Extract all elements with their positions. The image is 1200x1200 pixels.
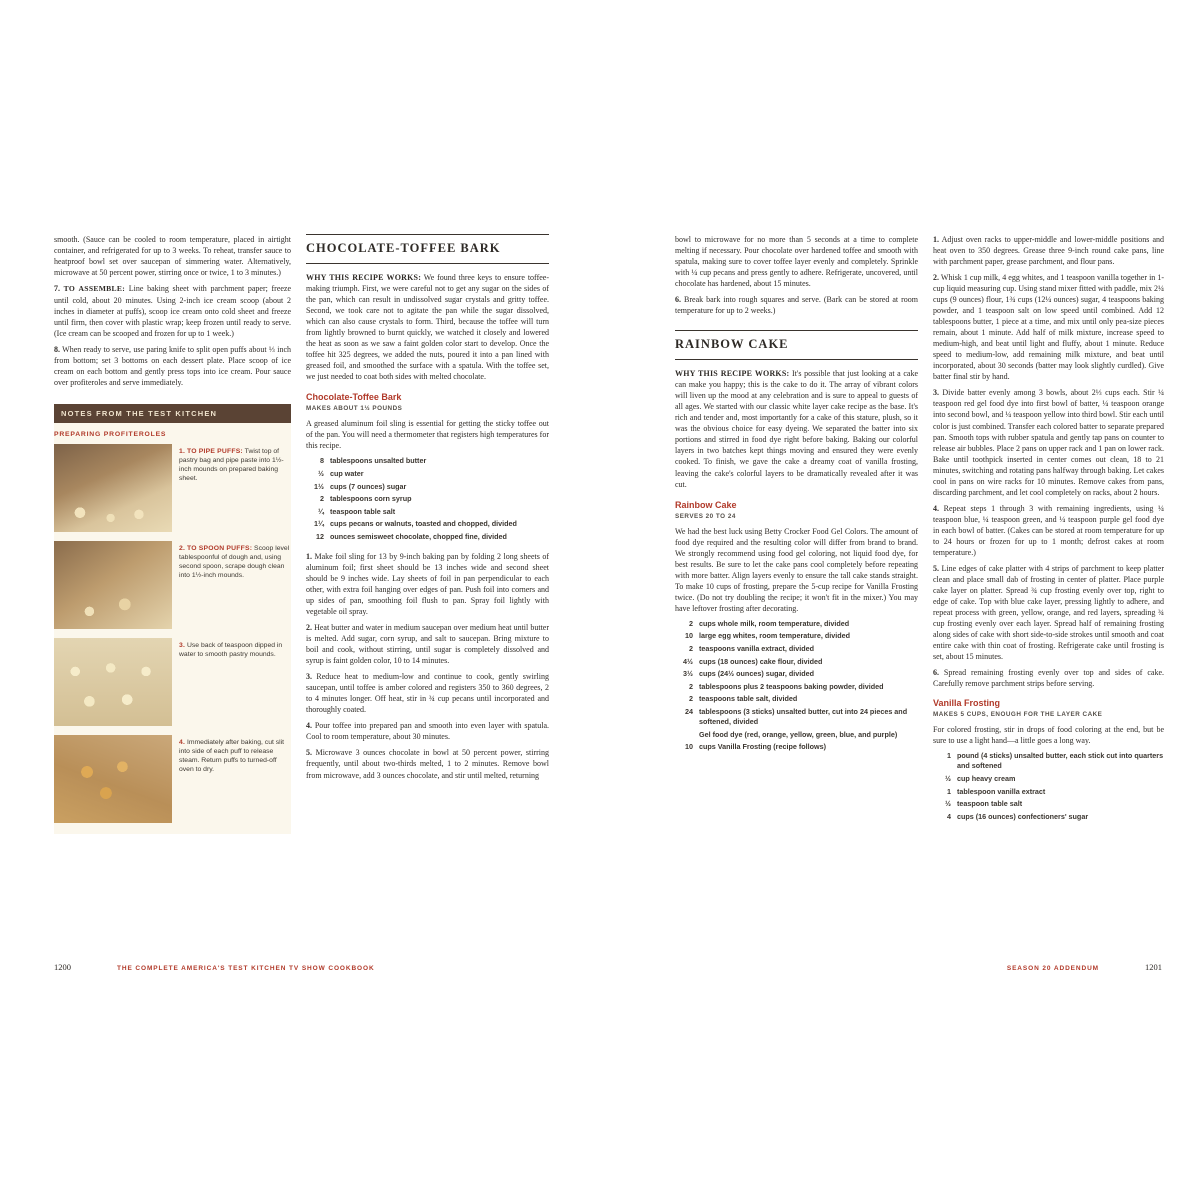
- frosting-recipe-title: Vanilla Frosting: [933, 698, 1001, 709]
- rainbow-recipe-title: Rainbow Cake: [675, 499, 737, 510]
- ingredient-qty: 3½: [683, 669, 693, 679]
- ingredient-text: tablespoons plus 2 teaspoons baking powder, divided: [699, 681, 884, 691]
- caption-title: TO SPOON PUFFS:: [186, 544, 253, 552]
- ingredient-row: [675, 669, 918, 679]
- photo-smoothing-mounds: [54, 638, 172, 726]
- step-number: 6.: [675, 295, 681, 305]
- ingredient-qty: 8: [320, 456, 324, 466]
- ingredient-text: cups (24½ ounces) sugar, divided: [699, 669, 815, 679]
- ingredient-row: [675, 730, 918, 740]
- ingredient-row: [675, 742, 918, 752]
- left-footer-text: THE COMPLETE AMERICA'S TEST KITCHEN TV SHOW COOKBOOK: [117, 965, 375, 972]
- notes-item: [54, 735, 291, 823]
- ingredient-text: teaspoons table salt, divided: [699, 694, 798, 704]
- frosting-note: For colored frosting, stir in drops of food coloring at the end, but be sure to use a light hand—a little goes a long way.: [933, 725, 1164, 746]
- why-text: We found three keys to ensure toffee-making triumph. First, we were careful not to get any sugar on the sides of the pan, which can result in undissolved sugar crystals and gritty toffee. Second, we took care not to agitate the pan while the sugar dissolved, which can also cause crystals to form. Third, because the toffee will turn from lightly browned to burnt quickly, we watched it closely and lowered the heat as soon as we saw a faint golden color start to develop. Once the toffee hit 325 degrees, we added the nuts, poured it into a pan lined with greased foil, and smoothed the surface with a spatula. With the toffee set, we just needed to coat both sides with melted chocolate.: [306, 273, 549, 382]
- caption-title: TO PIPE PUFFS:: [186, 447, 243, 455]
- toffee-yield: MAKES ABOUT 1½ POUNDS: [306, 405, 403, 413]
- caption-number: 4.: [179, 738, 186, 746]
- caption-text: Scoop level tablespoonful of dough and, using second spoon, scrape dough clean into 1½-inch mounds.: [179, 544, 290, 580]
- left-column-1: [54, 234, 291, 834]
- step-number: 4.: [306, 721, 312, 731]
- step-number: 3.: [933, 388, 939, 398]
- right-column-2: [933, 234, 1164, 834]
- ingredient-text: cups Vanilla Frosting (recipe follows): [699, 742, 827, 752]
- ingredient-qty: 1: [947, 751, 951, 761]
- ingredient-qty: 12: [316, 531, 324, 541]
- ingredient-text: teaspoon table salt: [330, 506, 396, 516]
- ingredient-text: tablespoons unsalted butter: [330, 456, 427, 466]
- why-label: WHY THIS RECIPE WORKS:: [675, 369, 790, 379]
- step-text: Make foil sling for 13 by 9-inch baking pan by folding 2 long sheets of aluminum foil; first sheet should be 13 inches wide and second sheet should be 9 inches wide. Lay sheets of foil in pan perpendicular to each other, with extra foil hanging over edges of pan. Push foil into corners and up sides of pan, smoothing foil flush to pan. Spray foil lightly with vegetable oil spray.: [306, 551, 549, 617]
- step-text: Whisk 1 cup milk, 4 egg whites, and 1 teaspoon vanilla together in 1-cup liquid measuring cup. Using stand mixer fitted with paddle, mix 2¼ cups (9 ounces) flour, 1¾ cups (12¼ ounces) sugar, 4 teaspoons baking powder, and 1 teaspoon salt on low speed until combined. Add 12 tablespoons butter, 1 piece at a time, and mix until only pea-size pieces remain, about 1 minute. Add half of milk mixture, increase speed to medium-high, and beat until light and fluffy, about 1 minute. Reduce speed to medium-low, add remaining milk mixture, and beat until incorporated, about 30 seconds (batter may look slightly curdled). Give batter final stir by hand.: [933, 273, 1165, 382]
- ingredient-qty: ½: [318, 468, 324, 478]
- profiteroles-step-7: [54, 283, 291, 339]
- ingredient-row: [675, 619, 918, 629]
- step-number: 5.: [306, 748, 312, 758]
- continuation-text: smooth. (Sauce can be cooled to room temperature, placed in airtight container, and refrigerated for up to 3 weeks. To reheat, transfer sauce to heatproof bowl set over saucepan of simmering water. Alternatively, microwave at 50 percent power, stirring once or twice, 1 to 3 minutes.): [54, 235, 291, 278]
- step-text: Divide batter evenly among 3 bowls, about 2⅓ cups each. Stir ¼ teaspoon red gel food dye into first bowl of batter, ¼ teaspoon orange into second bowl, and ¼ teaspoon yellow into third bowl. Stir each until color is just combined. Transfer each colored batter to separate prepared pan. Smooth tops with rubber spatula and gently tap pans on counter to release air bubbles. Place 2 pans on upper rack and 1 pan on lower rack. Bake until toothpick inserted in center comes out clean, 18 to 21 minutes, switching and rotating pans halfway through baking. Let cakes cool in pans on wire racks for 10 minutes. Remove cakes from pans, discarding parchment, and let cool completely on racks, about 2 hours.: [933, 388, 1165, 497]
- book-spread: [54, 234, 1164, 834]
- step-number: 2.: [306, 623, 312, 633]
- caption-text: Use back of teaspoon dipped in water to smooth pastry mounds.: [179, 641, 283, 659]
- rainbow-step-1: [933, 234, 1164, 267]
- step-text: Adjust oven racks to upper-middle and lower-middle positions and heat oven to 350 degrees. Grease three 9-inch round cake pans, line with parchment paper, grease parchment, and flour pans.: [933, 235, 1164, 267]
- ingredient-row: [306, 469, 549, 479]
- photo-piping-puffs: [54, 444, 172, 532]
- ingredient-qty: 10: [685, 631, 693, 641]
- ingredient-text: tablespoons corn syrup: [330, 494, 412, 504]
- ingredient-row: [933, 751, 1164, 771]
- ingredient-text: cup heavy cream: [957, 773, 1016, 783]
- step-number: 4.: [933, 503, 939, 513]
- ingredient-text: large egg whites, room temperature, divided: [699, 631, 850, 641]
- toffee-step-2: [306, 622, 549, 666]
- ingredient-row: [933, 787, 1164, 797]
- page-footer: [54, 962, 1162, 972]
- frosting-ingredient-list: [933, 751, 1164, 821]
- photo-caption: [179, 444, 291, 532]
- right-footer-text: SEASON 20 ADDENDUM: [1006, 965, 1099, 972]
- notes-from-test-kitchen-box: [54, 404, 291, 834]
- toffee-why-paragraph: [306, 272, 549, 382]
- profiteroles-continuation-paragraph: [54, 234, 291, 278]
- ingredient-qty: ½: [945, 773, 951, 783]
- ingredient-text: Gel food dye (red, orange, yellow, green, blue, and purple): [699, 729, 898, 739]
- step-number: 5.: [933, 563, 939, 573]
- rainbow-why-paragraph: [675, 368, 918, 489]
- caption-number: 1.: [179, 447, 186, 455]
- ingredient-row: [306, 507, 549, 517]
- ingredient-row: [675, 694, 918, 704]
- why-label: WHY THIS RECIPE WORKS:: [306, 273, 422, 282]
- photo-spooning-puffs: [54, 541, 172, 629]
- rainbow-serves: SERVES 20 TO 24: [675, 512, 736, 520]
- ingredient-row: [306, 532, 549, 542]
- step-number: 1.: [933, 235, 939, 244]
- caption-number: 2.: [179, 544, 186, 552]
- ingredient-row: [675, 707, 918, 727]
- toffee-intro: A greased aluminum foil sling is essential for getting the sticky toffee out of the pan. You will need a thermometer that registers high temperatures for this recipe.: [306, 419, 549, 451]
- ingredient-row: [306, 519, 549, 529]
- left-footer: [54, 962, 375, 972]
- ingredient-text: cups whole milk, room temperature, divided: [699, 618, 850, 628]
- ingredient-text: cups pecans or walnuts, toasted and chopped, divided: [330, 519, 517, 529]
- ingredient-text: cups (16 ounces) confectioners' sugar: [957, 811, 1089, 821]
- ingredient-row: [306, 456, 549, 466]
- ingredient-text: teaspoon table salt: [957, 799, 1023, 809]
- toffee-step-4: [306, 720, 549, 742]
- caption-number: 3.: [179, 641, 186, 649]
- step-text: Line baking sheet with parchment paper; freeze until cold, about 20 minutes. Using 2-inch ice cream scoop (about 2 inches in diameter at puffs), scoop ice cream onto cold sheet and freeze until firm, then cover with plastic wrap; keep frozen until ready to serve. (Ice cream can be scooped and frozen for up to 1 week.): [54, 284, 292, 338]
- step-number: 1.: [306, 551, 312, 561]
- ingredient-row: [675, 682, 918, 692]
- ingredient-row: [933, 799, 1164, 809]
- photo-baked-puffs: [54, 735, 172, 823]
- toffee-recipe-title: Chocolate-Toffee Bark: [306, 392, 402, 403]
- toffee-title: CHOCOLATE-TOFFEE BARK: [306, 234, 549, 264]
- photo-caption: [179, 638, 291, 726]
- left-page: [54, 234, 549, 834]
- right-footer: [1007, 962, 1162, 972]
- right-page: [675, 234, 1164, 834]
- ingredient-qty: 2: [689, 681, 693, 691]
- rainbow-note: We had the best luck using Betty Crocker Food Gel Colors. The amount of food dye required and the resulting color will differ from brand to brand. We strongly recommend using food gel coloring, not liquid food dye, for best results. Be sure to let the cake pans cool completely before repeating with more batter. Align layers evenly to ensure the tall cake stands straight. To make 10 cups of frosting, prepare the 5-cup recipe for Vanilla Frosting twice. (Do not try doubling the recipe; it won't fit in the mixer.) You may have leftover frosting after decorating.: [675, 526, 918, 613]
- ingredient-row: [933, 774, 1164, 784]
- photo-caption: [179, 735, 291, 823]
- step-lead: TO ASSEMBLE:: [63, 284, 126, 294]
- ingredient-text: cups (18 ounces) cake flour, divided: [699, 656, 823, 666]
- ingredient-qty: 24: [685, 706, 693, 716]
- rainbow-step-5: [933, 563, 1164, 662]
- ingredient-row: [675, 631, 918, 641]
- toffee-step-1: [306, 551, 549, 617]
- step-number: 8.: [54, 344, 60, 354]
- ingredient-text: pound (4 sticks) unsalted butter, each stick cut into quarters and softened: [957, 751, 1164, 771]
- toffee-step-3: [306, 671, 549, 715]
- toffee-step-5: [306, 747, 549, 780]
- ingredient-row: [675, 644, 918, 654]
- ingredient-text: tablespoons (3 sticks) unsalted butter, cut into 24 pieces and softened, divided: [699, 706, 908, 726]
- ingredient-qty: 10: [685, 742, 693, 752]
- ingredient-qty: 2: [320, 494, 324, 504]
- ingredient-row: [306, 482, 549, 492]
- step-text: Reduce heat to medium-low and continue to cook, gently swirling saucepan, until toffee is amber colored and registers 350 to 360 degrees, 2 to 4 minutes longer. Off heat, stir in ¾ cup pecans until incorporated and thoroughly coated.: [306, 672, 550, 715]
- step-number: 2.: [933, 273, 939, 283]
- rainbow-step-4: [933, 503, 1164, 558]
- notes-box-subhead: PREPARING PROFITEROLES: [54, 430, 167, 438]
- ingredient-text: cup water: [330, 468, 364, 478]
- toffee-step-5-continued: bowl to microwave for no more than 5 seconds at a time to complete melting if necessary. Pour chocolate over hardened toffee and smooth with spatula, making sure to cover toffee layer evenly and completely. Sprinkle with ¼ cup pecans and press gently to adhere. Refrigerate, uncovered, until chocolate has hardened, about 15 minutes.: [675, 235, 918, 289]
- step-text: Pour toffee into prepared pan and smooth into even layer with spatula. Cool to room temperature, about 30 minutes.: [306, 721, 550, 742]
- step-text: Break bark into rough squares and serve. (Bark can be stored at room temperature for up to 2 weeks.): [675, 295, 918, 316]
- photo-caption: [179, 541, 291, 629]
- ingredient-qty: 4½: [683, 656, 693, 666]
- ingredient-row: [933, 812, 1164, 822]
- ingredient-qty: 2: [689, 694, 693, 704]
- step-text: Microwave 3 ounces chocolate in bowl at 50 percent power, stirring frequently, until about two-thirds melted, 1 to 2 minutes. Remove bowl from microwave, add 3 ounces chocolate, and stir until melted, returning: [306, 748, 550, 780]
- rainbow-step-3: [933, 387, 1164, 497]
- ingredient-text: ounces semisweet chocolate, chopped fine, divided: [330, 531, 507, 541]
- why-text: It's possible that just looking at a cake can make you happy; this is the cake to do it. The array of vibrant colors will liven up the mood at any celebration and is sure to appeal to guests of all ages. We started with our classic white layer cake recipe as the base. It's rich and tender and, most importantly for a cake of this stature, plush, so it was the obvious choice for easy dyeing. We separated the batter into six portions and stirred in food dye right before baking. Baking our colorful layers in two batches kept things moving and ensured they were evenly cooked. To finish, we gave the cake a dreamy coat of vanilla frosting, leaving the cake's colorful layers to be dramatically revealed after it was cut.: [675, 369, 919, 489]
- notes-item: [54, 541, 291, 629]
- ingredient-qty: ¼: [318, 506, 324, 516]
- ingredient-qty: 4: [947, 811, 951, 821]
- ingredient-qty: 1¼: [314, 519, 324, 529]
- ingredient-row: [675, 657, 918, 667]
- step-text: Line edges of cake platter with 4 strips of parchment to keep platter clean and place small dab of frosting in center of platter. Place purple cake layer on platter. Spread ¾ cup frosting evenly over top, right to edge of cake. Top with blue cake layer, pressing lightly to adhere, and repeat process with green, yellow, orange, and red layers, spreading ¾ cup frosting evenly over each layer. Spread half of remaining frosting along sides of cake with short side-to-side strokes until smooth and coat entire cake with thin coat of frosting. Refrigerate cake until frosting is set, about 15 minutes.: [933, 563, 1164, 662]
- rainbow-step-6: [933, 667, 1164, 689]
- notes-item: [54, 638, 291, 726]
- frosting-yield: MAKES 5 CUPS, ENOUGH FOR THE LAYER CAKE: [933, 711, 1103, 719]
- notes-box-header: NOTES FROM THE TEST KITCHEN: [54, 404, 291, 423]
- ingredient-qty: 2: [689, 618, 693, 628]
- step-text: When ready to serve, use paring knife to split open puffs about ⅓ inch from bottom; set 3 bottoms on each dessert plate. Place scoop of ice cream on each bottom and gently press tops into ice cream. Pour sauce over profiteroles and serve immediately.: [54, 344, 292, 387]
- ingredient-qty: 1: [947, 786, 951, 796]
- right-column-1: [675, 234, 918, 834]
- ingredient-qty: 1½: [314, 481, 324, 491]
- profiteroles-step-8: [54, 344, 291, 388]
- left-page-number: 1200: [54, 962, 71, 972]
- step-text: Spread remaining frosting evenly over top and sides of cake. Carefully remove parchment strips before serving.: [933, 668, 1164, 689]
- toffee-ingredient-list: [306, 456, 549, 542]
- step-text: Repeat steps 1 through 3 with remaining ingredients, using ¼ teaspoon blue, ¼ teaspoon green, and ¼ teaspoon purple gel food dye in each bowl of batter. (Cakes can be stored at room temperature for up to 24 hours or frozen for up to 1 month; defrost cakes at room temperature.): [933, 503, 1165, 557]
- step-number: 6.: [933, 668, 939, 678]
- ingredient-qty: 2: [689, 643, 693, 653]
- step-text: Heat butter and water in medium saucepan over medium heat until butter is melted. Add sugar, corn syrup, and salt to saucepan. Bring mixture to boil and cook, without stirring, until sugar is completely dissolved and syrup is faint golden color, 10 to 14 minutes.: [306, 623, 550, 666]
- ingredient-row: [306, 494, 549, 504]
- rainbow-ingredient-list: [675, 619, 918, 752]
- ingredient-text: cups (7 ounces) sugar: [330, 481, 407, 491]
- step-number: 3.: [306, 672, 312, 682]
- caption-text: Twist top of pastry bag and pipe paste into 1½-inch mounds on prepared baking sheet.: [179, 447, 284, 483]
- ingredient-qty: [675, 730, 693, 740]
- caption-text: Immediately after baking, cut slit into side of each puff to release steam. Return puffs to turned-off oven to dry.: [179, 738, 285, 774]
- ingredient-text: teaspoons vanilla extract, divided: [699, 643, 815, 653]
- right-page-number: 1201: [1145, 962, 1162, 972]
- rainbow-title: RAINBOW CAKE: [675, 330, 918, 360]
- toffee-step-6: [675, 294, 918, 316]
- left-column-2: [306, 234, 549, 834]
- step-number: 7.: [54, 284, 60, 294]
- notes-item: [54, 444, 291, 532]
- rainbow-step-2: [933, 272, 1164, 382]
- ingredient-text: tablespoon vanilla extract: [957, 786, 1046, 796]
- ingredient-qty: ½: [945, 799, 951, 809]
